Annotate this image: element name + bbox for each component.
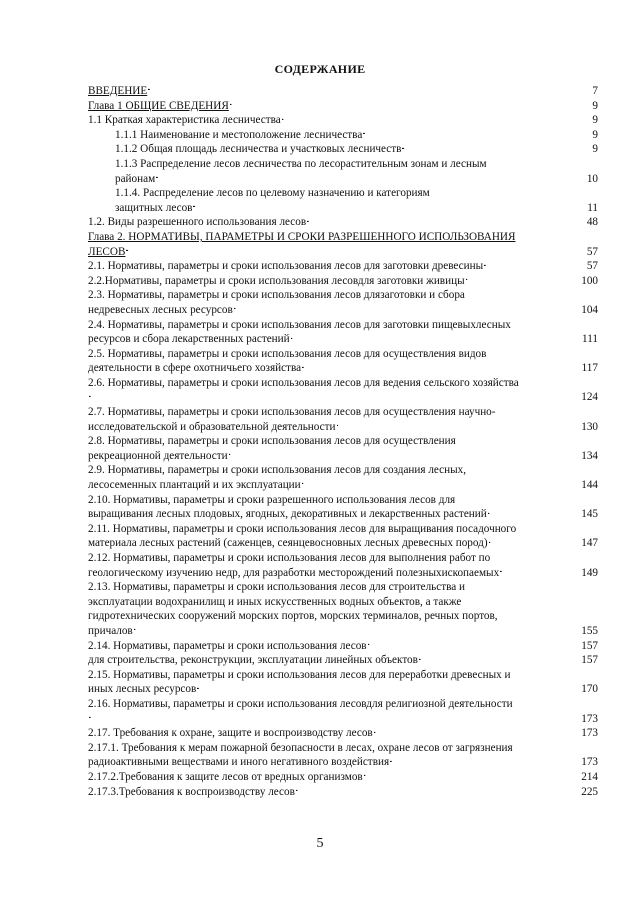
dot-leader <box>488 507 580 517</box>
toc-entry-page: 130 <box>581 420 598 433</box>
toc-entry-text: 2.6. Нормативы, параметры и сроки использования лесов для ведения сельского хозяйства <box>88 376 519 389</box>
toc-entry[interactable] <box>88 113 598 128</box>
toc-entry[interactable] <box>88 274 598 289</box>
dot-leader <box>148 84 591 94</box>
toc-entry-text: 2.4. Нормативы, параметры и сроки использования лесов для заготовки пищевыхлесных <box>88 318 511 331</box>
toc-entry-page: 147 <box>581 537 598 550</box>
toc-entry[interactable] <box>88 376 598 405</box>
toc-entry-text: геологическому изучению недр, для разработки месторождений полезныхископаемых <box>88 566 500 579</box>
toc-entry-text: 2.10. Нормативы, параметры и сроки разрешенного использования лесов для <box>88 493 456 506</box>
toc-entry[interactable] <box>88 128 598 143</box>
toc-entry-text: 1.1 Краткая характеристика лесничества <box>88 114 281 127</box>
toc-entry[interactable] <box>88 726 598 741</box>
toc-entry[interactable] <box>88 215 598 230</box>
toc-entry-page: 173 <box>581 727 598 740</box>
toc-entry-page: 134 <box>581 449 598 462</box>
toc-entry-page: 10 <box>586 172 598 185</box>
toc-entry-page: 7 <box>592 85 598 97</box>
toc-entry-text: ЛЕСОВ <box>88 245 126 258</box>
dot-leader <box>296 785 580 795</box>
toc-entry-text: 2.12. Нормативы, параметры и сроки использования лесов для выполнения работ по <box>88 552 491 564</box>
toc-entry-text: защитных лесов <box>115 201 193 214</box>
toc-entry-page: 9 <box>592 99 598 112</box>
toc-entry-page: 104 <box>581 303 598 316</box>
dot-leader <box>193 201 586 211</box>
dot-leader <box>484 259 586 269</box>
toc-entry-text: 2.17. Требования к охране, защите и воспроизводству лесов <box>88 727 373 740</box>
toc-entry-page: 144 <box>581 479 598 492</box>
toc-entry-page: 173 <box>581 712 598 725</box>
toc-entry-text: районам <box>115 172 156 185</box>
toc-entry[interactable] <box>88 493 598 522</box>
toc-title: СОДЕРЖАНИЕ <box>274 62 366 76</box>
toc-entry-text: материала лесных растений (саженцев, сеянцевосновных лесных древесных пород) <box>88 537 488 550</box>
toc-entry-text: 2.2.Нормативы, параметры и сроки использования лесовдля заготовки живицы <box>88 274 465 287</box>
toc-entry-page: 155 <box>581 624 598 637</box>
dot-leader <box>419 653 580 663</box>
dot-leader <box>390 755 580 765</box>
dot-leader <box>229 449 581 459</box>
toc-entry-text: 1.1.1 Наименование и местоположение лесничества <box>115 128 363 141</box>
toc-entry[interactable] <box>88 405 598 434</box>
toc-entry-page: 57 <box>586 260 598 273</box>
toc-entry-text: иных лесных ресурсов <box>88 683 197 696</box>
toc-entry[interactable] <box>88 230 598 259</box>
dot-leader <box>230 99 592 109</box>
toc-entry-text: лесосеменных плантаций и их эксплуатации <box>88 479 301 492</box>
dot-leader <box>402 142 591 152</box>
toc-entry[interactable] <box>88 318 598 347</box>
toc-entry[interactable] <box>88 99 598 114</box>
toc-entry-text: 1.1.2 Общая площадь лесничества и участковых лесничеств <box>115 143 402 156</box>
toc-entry[interactable] <box>88 580 598 638</box>
toc-entry-text: 2.7. Нормативы, параметры и сроки использования лесов для осуществления научно- <box>88 406 496 419</box>
toc-entry-page: 157 <box>581 654 598 667</box>
toc-entry-page: 111 <box>582 333 598 346</box>
dot-leader <box>500 566 580 576</box>
toc-entry-text: 2.13. Нормативы, параметры и сроки использования лесов для строительства и <box>88 581 466 594</box>
toc-entry-page: 48 <box>586 216 598 229</box>
table-of-contents <box>88 84 598 799</box>
toc-entry-text: 2.16. Нормативы, параметры и сроки использования лесовдля религиозной деятельности <box>88 697 513 710</box>
toc-entry-page: 9 <box>592 143 598 156</box>
toc-entry-text: исследовательской и образовательной деятельности <box>88 420 336 433</box>
toc-entry[interactable] <box>88 84 598 99</box>
dot-leader <box>234 303 580 313</box>
dot-leader <box>302 361 581 371</box>
toc-entry-page: 124 <box>581 391 598 404</box>
toc-entry-page: 57 <box>586 245 598 258</box>
dot-leader <box>126 245 585 255</box>
toc-entry-page: 9 <box>592 128 598 141</box>
toc-entry-text: деятельности в сфере охотничьего хозяйства <box>88 362 302 375</box>
toc-entry-text: 2.17.3.Требования к воспроизводству лесов <box>88 785 295 798</box>
toc-entry-text: 2.17.1. Требования к мерам пожарной безопасности в лесах, охране лесов от загрязнения <box>88 741 513 754</box>
dot-leader <box>134 624 581 634</box>
toc-entry-page: 117 <box>581 362 598 375</box>
page-number: 5 <box>316 836 324 851</box>
dot-leader <box>89 390 580 400</box>
toc-entry[interactable] <box>88 770 598 785</box>
dot-leader <box>489 536 581 546</box>
toc-entry-text: 2.15. Нормативы, параметры и сроки использования лесов для переработки древесных и <box>88 668 511 681</box>
toc-entry-text: ресурсов и сбора лекарственных растений <box>88 333 290 346</box>
toc-entry-text: ВВЕДЕНИЕ <box>88 85 148 97</box>
toc-entry-page: 225 <box>581 785 598 798</box>
toc-entry-page: 214 <box>581 770 598 783</box>
dot-leader <box>466 274 581 284</box>
toc-entry-page: 11 <box>587 201 598 214</box>
toc-entry-text: 1.1.4. Распределение лесов по целевому назначению и категориям <box>115 187 430 200</box>
toc-entry[interactable] <box>88 639 598 654</box>
toc-entry-text: 2.3. Нормативы, параметры и сроки использования лесов длязаготовки и сбора <box>88 289 465 302</box>
toc-entry-text: эксплуатации водохранилищ и иных искусственных водных объектов, а также <box>88 595 462 608</box>
dot-leader <box>156 172 586 182</box>
toc-entry-text: 2.14. Нормативы, параметры и сроки использования лесов <box>88 639 367 652</box>
toc-entry[interactable] <box>88 186 598 215</box>
toc-entry[interactable] <box>88 434 598 463</box>
toc-entry-text: причалов <box>88 624 133 637</box>
toc-entry-page: 170 <box>581 683 598 696</box>
dot-leader <box>337 420 581 430</box>
dot-leader <box>302 478 581 488</box>
toc-entry-page: 157 <box>581 639 598 652</box>
toc-entry[interactable] <box>88 697 598 726</box>
toc-entry[interactable] <box>88 741 598 770</box>
toc-entry[interactable] <box>88 785 598 800</box>
toc-entry-text: 2.5. Нормативы, параметры и сроки использования лесов для осуществления видов <box>88 347 487 360</box>
dot-leader <box>307 215 586 225</box>
dot-leader <box>364 770 581 780</box>
dot-leader <box>291 332 581 342</box>
toc-entry-page: 100 <box>581 274 598 287</box>
toc-entry-text: Глава 2. НОРМАТИВЫ, ПАРАМЕТРЫ И СРОКИ РАЗРЕШЕННОГО ИСПОЛЬЗОВАНИЯ <box>88 230 516 243</box>
dot-leader <box>89 712 580 722</box>
toc-entry-page: 9 <box>592 114 598 127</box>
toc-entry[interactable] <box>88 522 598 551</box>
toc-entry[interactable] <box>88 653 598 668</box>
toc-entry-text: 1.2. Виды разрешенного использования лесов <box>88 216 307 229</box>
toc-entry[interactable] <box>88 347 598 376</box>
toc-entry-text: 2.8. Нормативы, параметры и сроки использования лесов для осуществления <box>88 435 456 448</box>
toc-entry-text: недревесных лесных ресурсов <box>88 303 233 316</box>
dot-leader <box>363 128 591 138</box>
toc-entry[interactable] <box>88 157 598 186</box>
toc-entry-text: 2.17.2.Требования к защите лесов от вредных организмов <box>88 770 363 783</box>
toc-entry[interactable] <box>88 288 598 317</box>
toc-entry-text: выращивания лесных плодовых, ягодных, декоративных и лекарственных растений <box>88 508 487 521</box>
toc-entry-text: для строительства, реконструкции, эксплуатации линейных объектов <box>88 654 418 667</box>
toc-entry-text: Глава 1 ОБЩИЕ СВЕДЕНИЯ <box>88 99 229 112</box>
toc-entry-text: 2.9. Нормативы, параметры и сроки использования лесов для создания лесных, <box>88 464 467 477</box>
toc-entry-page: 149 <box>581 566 598 579</box>
toc-entry[interactable] <box>88 259 598 274</box>
toc-entry[interactable] <box>88 668 598 697</box>
toc-entry[interactable] <box>88 463 598 492</box>
dot-leader <box>197 682 580 692</box>
toc-entry[interactable] <box>88 142 598 157</box>
toc-entry-text: радиоактивными веществами и иного негативного воздействия <box>88 756 390 769</box>
dot-leader <box>374 726 581 736</box>
dot-leader <box>368 639 581 649</box>
toc-entry[interactable] <box>88 551 598 580</box>
dot-leader <box>282 113 592 123</box>
toc-entry-text: 2.11. Нормативы, параметры и сроки использования лесов для выращивания посадочного <box>88 522 517 535</box>
toc-entry-text: рекреационной деятельности <box>88 449 228 462</box>
toc-entry-text: 1.1.3 Распределение лесов лесничества по лесорастительным зонам и лесным <box>115 157 487 170</box>
toc-entry-text: гидротехнических сооружений морских портов, морских терминалов, речных портов, <box>88 610 498 623</box>
toc-entry-page: 173 <box>581 756 598 769</box>
toc-entry-text: 2.1. Нормативы, параметры и сроки использования лесов для заготовки древесины <box>88 260 484 273</box>
toc-entry-page: 145 <box>581 508 598 521</box>
